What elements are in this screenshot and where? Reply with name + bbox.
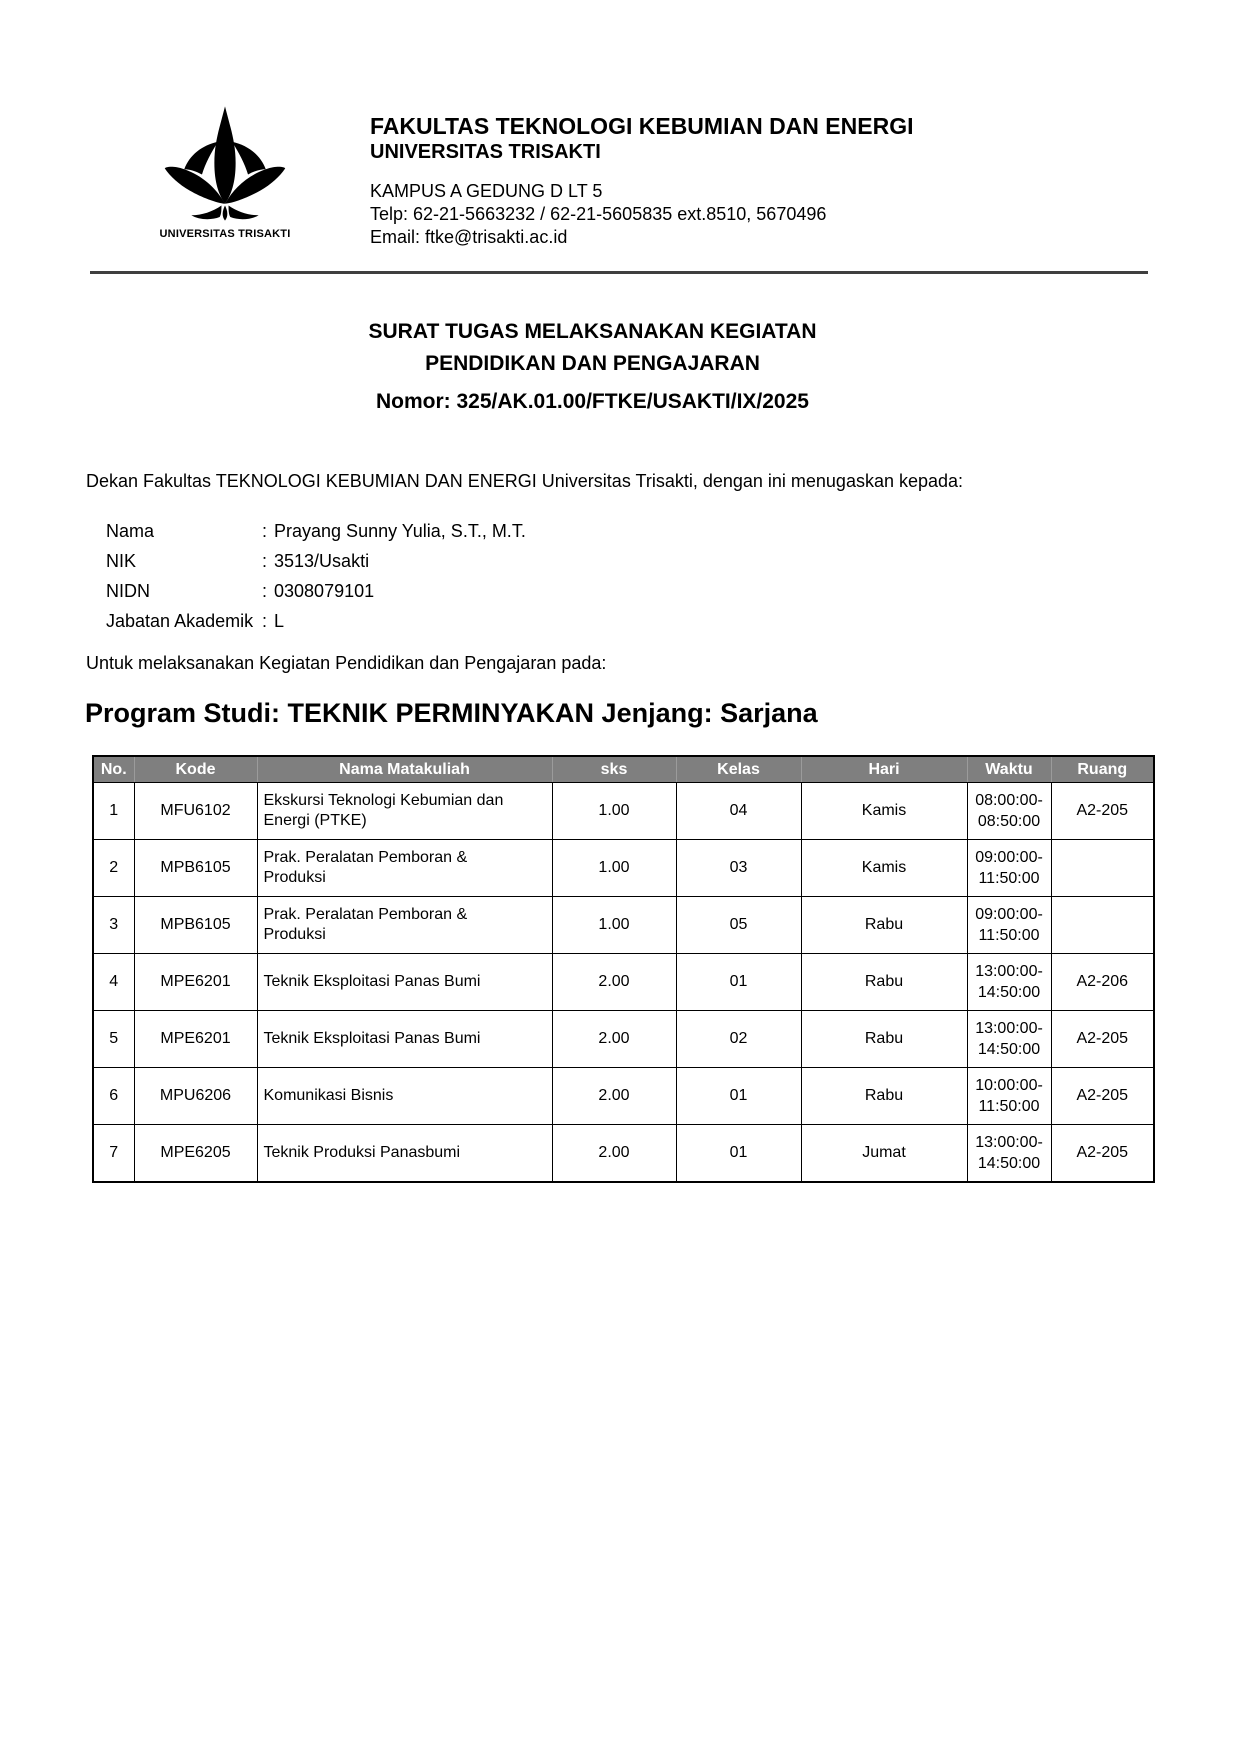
cell-nama: Prak. Peralatan Pemboran & Produksi <box>257 897 552 954</box>
cell-no: 6 <box>93 1068 134 1125</box>
cell-hari: Kamis <box>801 783 967 840</box>
cell-nama: Ekskursi Teknologi Kebumian dan Energi (PTKE) <box>257 783 552 840</box>
col-header-ruang: Ruang <box>1051 756 1154 783</box>
cell-no: 1 <box>93 783 134 840</box>
cell-nama: Prak. Peralatan Pemboran & Produksi <box>257 840 552 897</box>
course-row <box>93 954 1154 1011</box>
course-row <box>93 897 1154 954</box>
recipient-details <box>106 516 526 636</box>
cell-ruang: A2-205 <box>1051 1011 1154 1068</box>
detail-separator: : <box>262 551 268 571</box>
waktu-end: 11:50:00 <box>978 927 1040 944</box>
cell-nama: Teknik Produksi Panasbumi <box>257 1125 552 1183</box>
col-header-hari: Hari <box>801 756 967 783</box>
cell-no: 3 <box>93 897 134 954</box>
cell-hari: Rabu <box>801 897 967 954</box>
waktu-end: 11:50:00 <box>978 870 1040 887</box>
faculty-name: FAKULTAS TEKNOLOGI KEBUMIAN DAN ENERGI <box>370 113 914 139</box>
cell-kelas: 01 <box>676 1125 801 1183</box>
trisakti-trident-icon <box>163 104 287 222</box>
waktu-end: 14:50:00 <box>977 1041 1041 1058</box>
detail-row-nik <box>106 546 526 576</box>
cell-hari: Rabu <box>801 1068 967 1125</box>
col-header-kelas: Kelas <box>676 756 801 783</box>
table-header-row <box>93 756 1154 783</box>
cell-sks: 1.00 <box>552 840 676 897</box>
cell-ruang: A2-206 <box>1051 954 1154 1011</box>
campus-line: KAMPUS A GEDUNG D LT 5 <box>370 181 603 201</box>
university-logo <box>158 104 292 240</box>
detail-separator: : <box>262 521 268 541</box>
cell-nama: Teknik Eksploitasi Panas Bumi <box>257 1011 552 1068</box>
waktu-end: 14:50:00 <box>977 1155 1041 1172</box>
detail-separator: : <box>262 611 268 631</box>
cell-kode: MPU6206 <box>134 1068 257 1125</box>
col-header-nama: Nama Matakuliah <box>257 756 552 783</box>
email-line: Email: ftke@trisakti.ac.id <box>370 227 568 247</box>
title-line-2: PENDIDIKAN DAN PENGAJARAN <box>425 352 760 375</box>
cell-waktu <box>967 840 1051 897</box>
cell-ruang <box>1051 840 1154 897</box>
waktu-end: 14:50:00 <box>977 984 1041 1001</box>
cell-kelas: 03 <box>676 840 801 897</box>
cell-ruang: A2-205 <box>1051 783 1154 840</box>
waktu-end: 08:50:00 <box>977 813 1041 830</box>
header-divider <box>90 271 1148 274</box>
waktu-start: 13:00:00- <box>975 1020 1043 1037</box>
title-line-1: SURAT TUGAS MELAKSANAKAN KEGIATAN <box>368 320 817 343</box>
detail-row-nidn <box>106 576 526 606</box>
detail-label: NIDN <box>106 581 150 601</box>
cell-waktu <box>967 1011 1051 1068</box>
cell-no: 4 <box>93 954 134 1011</box>
cell-hari: Rabu <box>801 954 967 1011</box>
cell-waktu <box>967 954 1051 1011</box>
cell-no: 2 <box>93 840 134 897</box>
detail-row-jabatan <box>106 606 526 636</box>
course-row <box>93 783 1154 840</box>
waktu-end: 11:50:00 <box>978 1098 1040 1115</box>
col-header-no: No. <box>93 756 134 783</box>
detail-value: 0308079101 <box>274 581 375 601</box>
waktu-start: 13:00:00- <box>975 963 1043 980</box>
detail-separator: : <box>262 581 268 601</box>
cell-hari: Kamis <box>801 840 967 897</box>
intro-paragraph: Dekan Fakultas TEKNOLOGI KEBUMIAN DAN ENERGI Universitas Trisakti, dengan ini menugaskan kepada: <box>86 471 964 491</box>
cell-ruang: A2-205 <box>1051 1068 1154 1125</box>
cell-sks: 2.00 <box>552 1068 676 1125</box>
cell-sks: 1.00 <box>552 783 676 840</box>
waktu-start: 09:00:00- <box>975 906 1043 923</box>
detail-value: Prayang Sunny Yulia, S.T., M.T. <box>274 521 526 541</box>
cell-sks: 2.00 <box>552 954 676 1011</box>
cell-waktu <box>967 1125 1051 1183</box>
course-row <box>93 1125 1154 1183</box>
waktu-start: 09:00:00- <box>975 849 1043 866</box>
detail-value: 3513/Usakti <box>274 551 370 571</box>
cell-nama: Teknik Eksploitasi Panas Bumi <box>257 954 552 1011</box>
logo-caption: UNIVERSITAS TRISAKTI <box>159 228 291 240</box>
program-heading: Program Studi: TEKNIK PERMINYAKAN Jenjang: Sarjana <box>85 698 818 728</box>
cell-nama: Komunikasi Bisnis <box>257 1068 552 1125</box>
cell-ruang <box>1051 897 1154 954</box>
cell-kelas: 01 <box>676 954 801 1011</box>
cell-hari: Rabu <box>801 1011 967 1068</box>
detail-label: Jabatan Akademik <box>106 611 254 631</box>
cell-sks: 2.00 <box>552 1125 676 1183</box>
waktu-start: 10:00:00- <box>975 1077 1043 1094</box>
cell-no: 5 <box>93 1011 134 1068</box>
cell-no: 7 <box>93 1125 134 1183</box>
detail-value: L <box>274 611 285 631</box>
cell-waktu <box>967 897 1051 954</box>
letter-number: Nomor: 325/AK.01.00/FTKE/USAKTI/IX/2025 <box>376 390 809 413</box>
cell-kode: MPE6201 <box>134 1011 257 1068</box>
cell-hari: Jumat <box>801 1125 967 1183</box>
course-row <box>93 1011 1154 1068</box>
cell-kode: MPB6105 <box>134 897 257 954</box>
waktu-start: 08:00:00- <box>975 792 1043 809</box>
cell-kelas: 04 <box>676 783 801 840</box>
phone-line: Telp: 62-21-5663232 / 62-21-5605835 ext.8510, 5670496 <box>370 204 827 224</box>
cell-kode: MPB6105 <box>134 840 257 897</box>
letterhead <box>370 112 913 249</box>
detail-row-nama <box>106 516 526 546</box>
cell-waktu <box>967 1068 1051 1125</box>
cell-kode: MPE6201 <box>134 954 257 1011</box>
course-table <box>92 755 1155 1183</box>
course-row <box>93 840 1154 897</box>
assignment-line: Untuk melaksanakan Kegiatan Pendidikan dan Pengajaran pada: <box>86 653 607 673</box>
col-header-waktu: Waktu <box>967 756 1051 783</box>
cell-sks: 2.00 <box>552 1011 676 1068</box>
waktu-start: 13:00:00- <box>975 1134 1043 1151</box>
cell-sks: 1.00 <box>552 897 676 954</box>
university-name: UNIVERSITAS TRISAKTI <box>370 141 601 163</box>
cell-kode: MFU6102 <box>134 783 257 840</box>
cell-kelas: 02 <box>676 1011 801 1068</box>
detail-label: NIK <box>106 551 137 571</box>
cell-kelas: 05 <box>676 897 801 954</box>
address-block <box>370 180 913 249</box>
letter-title <box>85 316 1100 414</box>
col-header-sks: sks <box>552 756 676 783</box>
col-header-kode: Kode <box>134 756 257 783</box>
cell-kode: MPE6205 <box>134 1125 257 1183</box>
cell-waktu <box>967 783 1051 840</box>
cell-kelas: 01 <box>676 1068 801 1125</box>
course-row <box>93 1068 1154 1125</box>
detail-label: Nama <box>106 521 155 541</box>
cell-ruang: A2-205 <box>1051 1125 1154 1183</box>
